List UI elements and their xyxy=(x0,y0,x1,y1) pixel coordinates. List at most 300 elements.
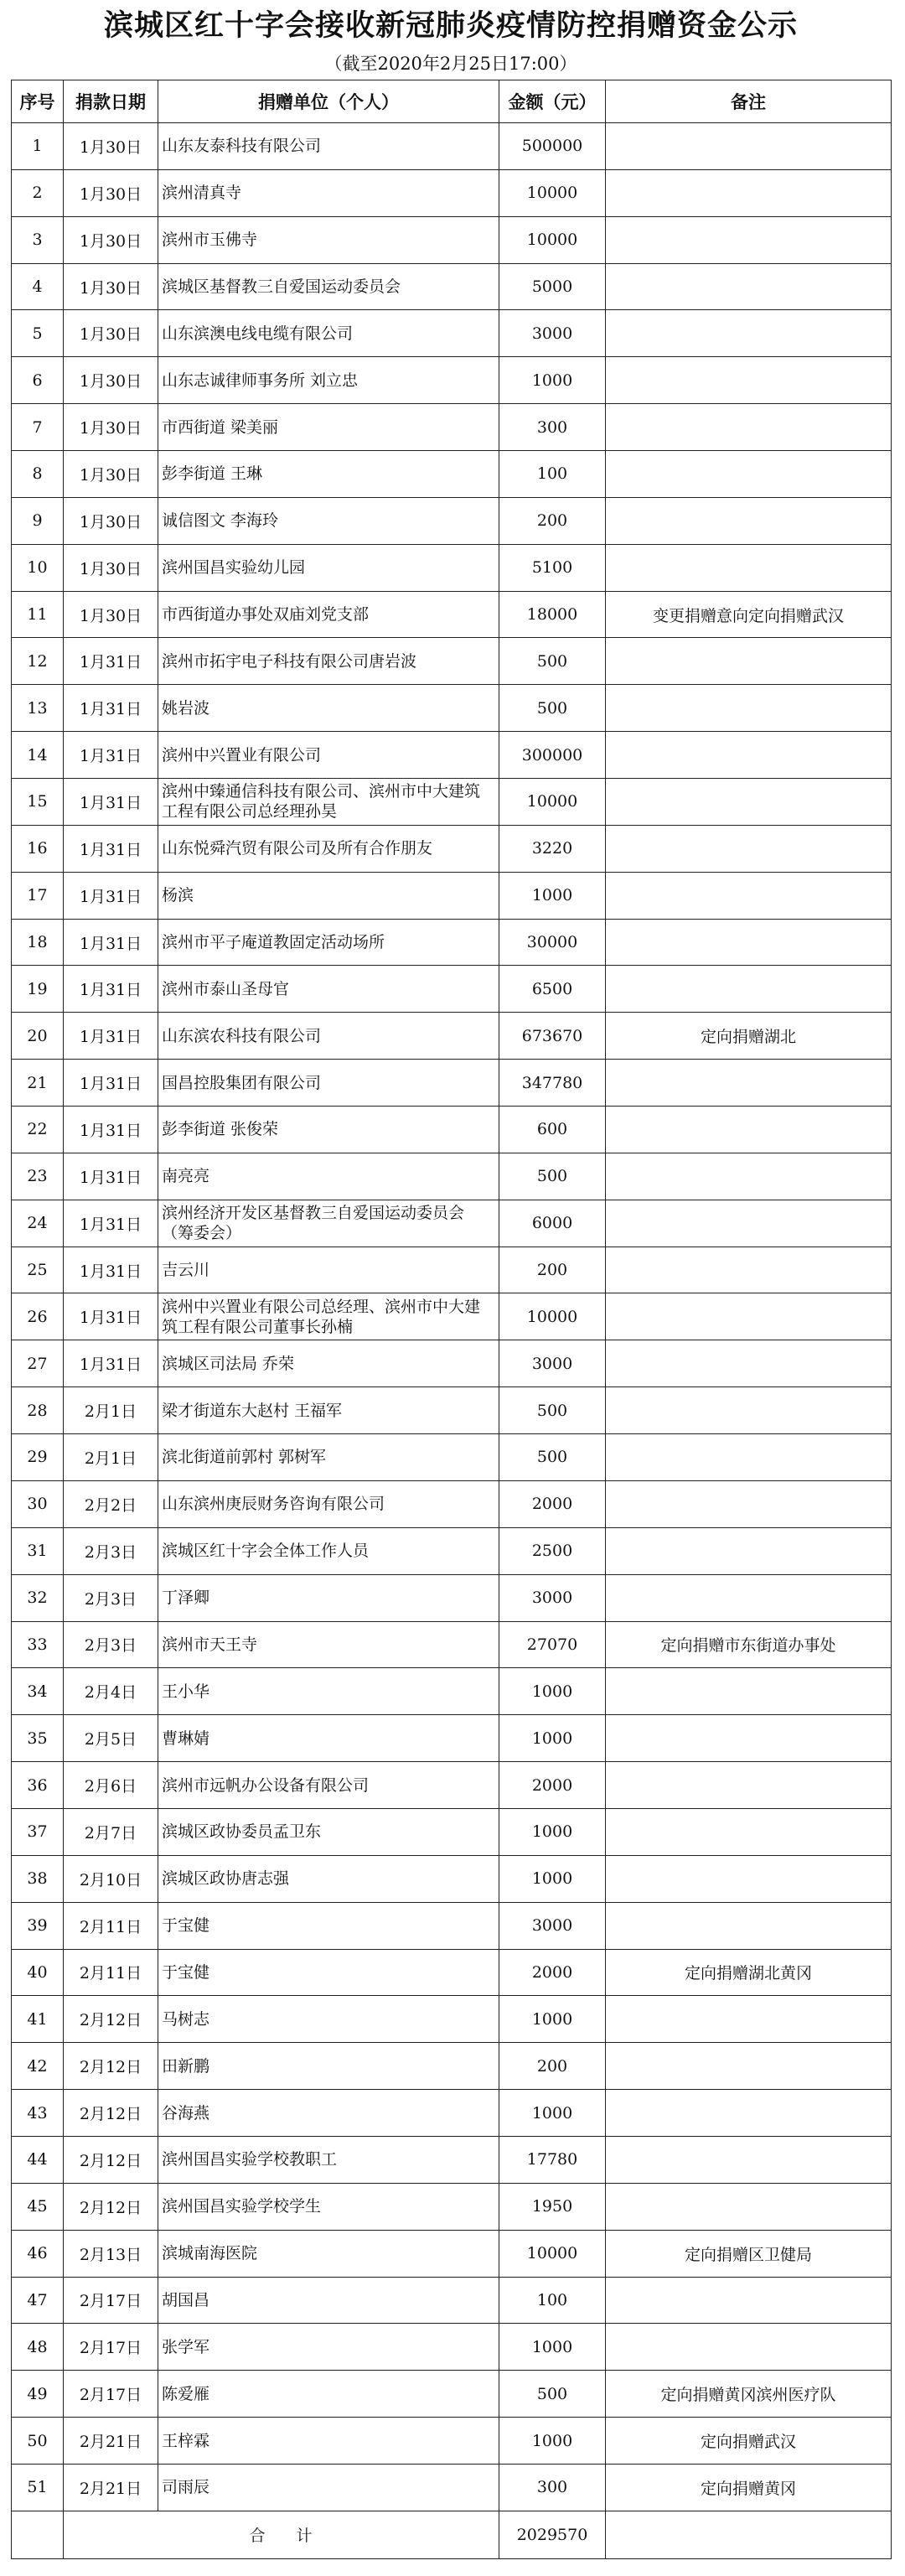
cell-amount: 3000 xyxy=(499,1340,606,1387)
cell-note: 变更捐赠意向定向捐赠武汉 xyxy=(606,591,892,638)
cell-no: 27 xyxy=(12,1340,64,1387)
cell-date: 1月30日 xyxy=(64,451,158,498)
cell-note: 定向捐赠市东街道办事处 xyxy=(606,1621,892,1668)
cell-no: 44 xyxy=(12,2136,64,2183)
cell-no: 8 xyxy=(12,451,64,498)
cell-no: 9 xyxy=(12,497,64,544)
cell-note xyxy=(606,1153,892,1200)
table-row xyxy=(12,1855,892,1902)
cell-note: 定向捐赠黄冈 xyxy=(606,2464,892,2511)
cell-date: 2月17日 xyxy=(64,2277,158,2324)
cell-amount: 500 xyxy=(499,1153,606,1200)
table-row xyxy=(12,310,892,357)
total-note-cell xyxy=(606,2511,892,2558)
cell-date: 1月31日 xyxy=(64,1293,158,1340)
cell-no: 45 xyxy=(12,2183,64,2230)
cell-date: 2月1日 xyxy=(64,1387,158,1434)
cell-note xyxy=(606,1107,892,1153)
table-row xyxy=(12,357,892,404)
cell-unit: 于宝健 xyxy=(158,1949,499,1996)
cell-unit: 滨城南海医院 xyxy=(158,2230,499,2277)
cell-amount: 10000 xyxy=(499,169,606,216)
table-row xyxy=(12,1153,892,1200)
table-row xyxy=(12,1107,892,1153)
cell-amount: 1000 xyxy=(499,1668,606,1715)
cell-date: 2月10日 xyxy=(64,1855,158,1902)
table-row xyxy=(12,1574,892,1621)
cell-date: 1月30日 xyxy=(64,404,158,451)
cell-no: 41 xyxy=(12,1996,64,2043)
cell-amount: 1000 xyxy=(499,1715,606,1762)
table-row xyxy=(12,1949,892,1996)
cell-unit: 山东滨澳电线电缆有限公司 xyxy=(158,310,499,357)
cell-amount: 1000 xyxy=(499,872,606,919)
cell-note: 定向捐赠区卫健局 xyxy=(606,2230,892,2277)
cell-no: 24 xyxy=(12,1200,64,1247)
cell-no: 43 xyxy=(12,2090,64,2137)
cell-unit: 田新鹏 xyxy=(158,2043,499,2090)
cell-date: 1月31日 xyxy=(64,1247,158,1293)
total-label-b: 计 xyxy=(296,2527,313,2546)
cell-note xyxy=(606,1715,892,1762)
cell-no: 37 xyxy=(12,1808,64,1855)
cell-unit: 滨州市泰山圣母官 xyxy=(158,966,499,1013)
table-row xyxy=(12,404,892,451)
cell-unit: 山东滨农科技有限公司 xyxy=(158,1013,499,1060)
cell-date: 2月21日 xyxy=(64,2418,158,2465)
cell-unit: 滨城区政协委员孟卫东 xyxy=(158,1808,499,1855)
cell-note xyxy=(606,357,892,404)
cell-date: 1月31日 xyxy=(64,1013,158,1060)
cell-date: 1月30日 xyxy=(64,591,158,638)
cell-amount: 1000 xyxy=(499,2418,606,2465)
cell-unit: 滨州中臻通信科技有限公司、滨州市中大建筑工程有限公司总经理孙昊 xyxy=(158,779,499,826)
cell-date: 1月31日 xyxy=(64,1340,158,1387)
table-row xyxy=(12,2183,892,2230)
table-row xyxy=(12,1434,892,1481)
cell-note xyxy=(606,966,892,1013)
cell-date: 1月31日 xyxy=(64,779,158,826)
cell-date: 1月30日 xyxy=(64,263,158,310)
cell-no: 51 xyxy=(12,2464,64,2511)
cell-no: 32 xyxy=(12,1574,64,1621)
cell-note xyxy=(606,2043,892,2090)
cell-note xyxy=(606,919,892,966)
cell-date: 2月12日 xyxy=(64,2136,158,2183)
table-row xyxy=(12,2043,892,2090)
cell-no: 1 xyxy=(12,123,64,170)
header-no: 序号 xyxy=(12,80,64,123)
cell-unit: 杨滨 xyxy=(158,872,499,919)
cell-amount: 1000 xyxy=(499,1808,606,1855)
cell-note xyxy=(606,779,892,826)
cell-amount: 10000 xyxy=(499,216,606,263)
cell-amount: 673670 xyxy=(499,1013,606,1060)
table-row xyxy=(12,1200,892,1247)
cell-no: 16 xyxy=(12,825,64,872)
table-row xyxy=(12,2230,892,2277)
table-row xyxy=(12,872,892,919)
cell-unit: 王梓霖 xyxy=(158,2418,499,2465)
cell-no: 7 xyxy=(12,404,64,451)
cell-amount: 100 xyxy=(499,451,606,498)
cell-no: 13 xyxy=(12,685,64,732)
cell-date: 2月12日 xyxy=(64,2043,158,2090)
cell-note xyxy=(606,872,892,919)
cell-unit: 彭李街道 王琳 xyxy=(158,451,499,498)
cell-no: 38 xyxy=(12,1855,64,1902)
cell-no: 15 xyxy=(12,779,64,826)
cell-amount: 6000 xyxy=(499,1200,606,1247)
cell-unit: 滨州市平子庵道教固定活动场所 xyxy=(158,919,499,966)
cell-unit: 滨州清真寺 xyxy=(158,169,499,216)
table-row xyxy=(12,1808,892,1855)
cell-note xyxy=(606,1340,892,1387)
cell-amount: 500 xyxy=(499,2371,606,2418)
cell-amount: 100 xyxy=(499,2277,606,2324)
cell-date: 1月30日 xyxy=(64,216,158,263)
table-row xyxy=(12,263,892,310)
cell-no: 10 xyxy=(12,544,64,591)
cell-unit: 山东志诚律师事务所 刘立忠 xyxy=(158,357,499,404)
cell-amount: 17780 xyxy=(499,2136,606,2183)
table-row xyxy=(12,1996,892,2043)
header-amount: 金额（元） xyxy=(499,80,606,123)
table-row xyxy=(12,919,892,966)
cell-amount: 200 xyxy=(499,497,606,544)
cell-date: 1月31日 xyxy=(64,825,158,872)
table-row xyxy=(12,1902,892,1949)
cell-note xyxy=(606,2183,892,2230)
cell-no: 33 xyxy=(12,1621,64,1668)
cell-unit: 市西街道办事处双庙刘党支部 xyxy=(158,591,499,638)
cell-no: 12 xyxy=(12,638,64,685)
table-row xyxy=(12,685,892,732)
cell-date: 1月31日 xyxy=(64,1060,158,1107)
cell-amount: 3220 xyxy=(499,825,606,872)
cell-amount: 10000 xyxy=(499,1293,606,1340)
cell-unit: 滨州国昌实验学校学生 xyxy=(158,2183,499,2230)
cell-no: 49 xyxy=(12,2371,64,2418)
table-row xyxy=(12,1527,892,1574)
table-row xyxy=(12,966,892,1013)
cell-note xyxy=(606,544,892,591)
cell-unit: 滨州中兴置业有限公司总经理、滨州市中大建筑工程有限公司董事长孙楠 xyxy=(158,1293,499,1340)
table-row xyxy=(12,591,892,638)
cell-no: 20 xyxy=(12,1013,64,1060)
cell-no: 28 xyxy=(12,1387,64,1434)
cell-date: 1月31日 xyxy=(64,732,158,779)
cell-no: 40 xyxy=(12,1949,64,1996)
cell-note xyxy=(606,1996,892,2043)
cell-amount: 3000 xyxy=(499,1902,606,1949)
cell-unit: 曹琳婧 xyxy=(158,1715,499,1762)
header-unit: 捐赠单位（个人） xyxy=(158,80,499,123)
cell-date: 2月7日 xyxy=(64,1808,158,1855)
cell-unit: 国昌控股集团有限公司 xyxy=(158,1060,499,1107)
table-row xyxy=(12,2464,892,2511)
cell-amount: 300000 xyxy=(499,732,606,779)
cell-date: 2月12日 xyxy=(64,1996,158,2043)
cell-date: 2月17日 xyxy=(64,2371,158,2418)
cell-amount: 10000 xyxy=(499,2230,606,2277)
cell-date: 2月13日 xyxy=(64,2230,158,2277)
cell-note xyxy=(606,404,892,451)
page-subtitle: （截至2020年2月25日17:00） xyxy=(324,54,577,74)
cell-date: 2月12日 xyxy=(64,2090,158,2137)
cell-unit: 彭李街道 张俊荣 xyxy=(158,1107,499,1153)
cell-date: 2月12日 xyxy=(64,2183,158,2230)
cell-unit: 滨城区红十字会全体工作人员 xyxy=(158,1527,499,1574)
cell-note xyxy=(606,451,892,498)
cell-no: 23 xyxy=(12,1153,64,1200)
table-row xyxy=(12,123,892,170)
cell-note xyxy=(606,1574,892,1621)
cell-note xyxy=(606,169,892,216)
cell-date: 1月30日 xyxy=(64,357,158,404)
cell-note xyxy=(606,638,892,685)
cell-note: 定向捐赠湖北 xyxy=(606,1013,892,1060)
cell-amount: 500 xyxy=(499,1387,606,1434)
cell-amount: 1000 xyxy=(499,2090,606,2137)
cell-no: 35 xyxy=(12,1715,64,1762)
cell-no: 50 xyxy=(12,2418,64,2465)
table-row xyxy=(12,169,892,216)
cell-note xyxy=(606,1387,892,1434)
cell-no: 19 xyxy=(12,966,64,1013)
cell-unit: 市西街道 梁美丽 xyxy=(158,404,499,451)
cell-no: 6 xyxy=(12,357,64,404)
cell-note xyxy=(606,1527,892,1574)
cell-amount: 347780 xyxy=(499,1060,606,1107)
cell-note: 定向捐赠黄冈滨州医疗队 xyxy=(606,2371,892,2418)
header-note: 备注 xyxy=(606,80,892,123)
table-row xyxy=(12,1387,892,1434)
total-empty-cell xyxy=(12,2511,64,2558)
cell-no: 34 xyxy=(12,1668,64,1715)
cell-note xyxy=(606,1293,892,1340)
cell-note xyxy=(606,2277,892,2324)
cell-unit: 滨城区政协唐志强 xyxy=(158,1855,499,1902)
cell-no: 30 xyxy=(12,1480,64,1527)
cell-unit: 滨州国昌实验幼儿园 xyxy=(158,544,499,591)
cell-date: 2月11日 xyxy=(64,1949,158,1996)
cell-unit: 滨城区司法局 乔荣 xyxy=(158,1340,499,1387)
cell-date: 2月6日 xyxy=(64,1762,158,1809)
table-row xyxy=(12,2371,892,2418)
table-row xyxy=(12,216,892,263)
cell-no: 11 xyxy=(12,591,64,638)
cell-date: 2月3日 xyxy=(64,1574,158,1621)
cell-unit: 滨北街道前郭村 郭树军 xyxy=(158,1434,499,1481)
table-row xyxy=(12,732,892,779)
cell-unit: 滨州经济开发区基督教三自爱国运动委员会（筹委会） xyxy=(158,1200,499,1247)
table-row xyxy=(12,1668,892,1715)
table-row xyxy=(12,2136,892,2183)
cell-date: 1月30日 xyxy=(64,497,158,544)
cell-amount: 5000 xyxy=(499,263,606,310)
table-row xyxy=(12,1762,892,1809)
cell-note: 定向捐赠湖北黄冈 xyxy=(606,1949,892,1996)
table-row xyxy=(12,1340,892,1387)
cell-date: 1月31日 xyxy=(64,685,158,732)
table-header-row xyxy=(12,80,892,123)
donation-notice xyxy=(11,3,891,2559)
cell-unit: 梁才街道东大赵村 王福军 xyxy=(158,1387,499,1434)
cell-date: 2月17日 xyxy=(64,2324,158,2371)
table-row xyxy=(12,451,892,498)
cell-no: 14 xyxy=(12,732,64,779)
table-row xyxy=(12,1013,892,1060)
cell-no: 25 xyxy=(12,1247,64,1293)
table-row xyxy=(12,1480,892,1527)
table-row xyxy=(12,497,892,544)
cell-date: 1月31日 xyxy=(64,1153,158,1200)
table-row xyxy=(12,2090,892,2137)
cell-unit: 南亮亮 xyxy=(158,1153,499,1200)
cell-date: 2月1日 xyxy=(64,1434,158,1481)
table-row xyxy=(12,1293,892,1340)
table-row xyxy=(12,779,892,826)
cell-date: 2月11日 xyxy=(64,1902,158,1949)
cell-amount: 1000 xyxy=(499,1855,606,1902)
cell-no: 39 xyxy=(12,1902,64,1949)
cell-unit: 司雨辰 xyxy=(158,2464,499,2511)
cell-no: 21 xyxy=(12,1060,64,1107)
cell-no: 3 xyxy=(12,216,64,263)
cell-no: 36 xyxy=(12,1762,64,1809)
cell-unit: 山东悦舜汽贸有限公司及所有合作朋友 xyxy=(158,825,499,872)
cell-unit: 滨州市玉佛寺 xyxy=(158,216,499,263)
cell-note xyxy=(606,825,892,872)
cell-amount: 1000 xyxy=(499,1996,606,2043)
cell-date: 1月30日 xyxy=(64,544,158,591)
cell-no: 2 xyxy=(12,169,64,216)
cell-no: 26 xyxy=(12,1293,64,1340)
cell-no: 48 xyxy=(12,2324,64,2371)
total-label xyxy=(64,2511,499,2558)
cell-note xyxy=(606,2090,892,2137)
cell-note xyxy=(606,1668,892,1715)
cell-note xyxy=(606,1247,892,1293)
cell-amount: 2500 xyxy=(499,1527,606,1574)
cell-amount: 200 xyxy=(499,1247,606,1293)
table-row xyxy=(12,1060,892,1107)
cell-note xyxy=(606,2324,892,2371)
cell-unit: 姚岩波 xyxy=(158,685,499,732)
cell-amount: 1000 xyxy=(499,357,606,404)
cell-note: 定向捐赠武汉 xyxy=(606,2418,892,2465)
cell-amount: 500000 xyxy=(499,123,606,170)
header-date: 捐款日期 xyxy=(64,80,158,123)
total-label-a: 合 xyxy=(249,2527,266,2546)
table-row xyxy=(12,1621,892,1668)
cell-note xyxy=(606,1808,892,1855)
cell-unit: 马树志 xyxy=(158,1996,499,2043)
cell-amount: 500 xyxy=(499,685,606,732)
table-row xyxy=(12,544,892,591)
cell-amount: 3000 xyxy=(499,1574,606,1621)
table-row xyxy=(12,2418,892,2465)
cell-unit: 吉云川 xyxy=(158,1247,499,1293)
cell-note xyxy=(606,497,892,544)
cell-date: 2月4日 xyxy=(64,1668,158,1715)
cell-note xyxy=(606,1480,892,1527)
cell-no: 18 xyxy=(12,919,64,966)
cell-amount: 500 xyxy=(499,638,606,685)
cell-unit: 山东滨州庚辰财务咨询有限公司 xyxy=(158,1480,499,1527)
cell-amount: 10000 xyxy=(499,779,606,826)
cell-no: 31 xyxy=(12,1527,64,1574)
table-row xyxy=(12,638,892,685)
cell-amount: 600 xyxy=(499,1107,606,1153)
cell-amount: 2000 xyxy=(499,1480,606,1527)
cell-date: 2月3日 xyxy=(64,1621,158,1668)
cell-note xyxy=(606,263,892,310)
cell-note xyxy=(606,310,892,357)
cell-unit: 滨州市拓宇电子科技有限公司唐岩波 xyxy=(158,638,499,685)
cell-amount: 3000 xyxy=(499,310,606,357)
cell-date: 1月30日 xyxy=(64,169,158,216)
cell-amount: 300 xyxy=(499,404,606,451)
cell-unit: 滨州市天王寺 xyxy=(158,1621,499,1668)
table-row xyxy=(12,1247,892,1293)
cell-amount: 2000 xyxy=(499,1762,606,1809)
cell-unit: 滨州国昌实验学校教职工 xyxy=(158,2136,499,2183)
table-row xyxy=(12,2277,892,2324)
total-amount: 2029570 xyxy=(499,2511,606,2558)
table-row xyxy=(12,1715,892,1762)
cell-amount: 200 xyxy=(499,2043,606,2090)
cell-note xyxy=(606,1902,892,1949)
cell-note xyxy=(606,216,892,263)
cell-unit: 滨城区基督教三自爱国运动委员会 xyxy=(158,263,499,310)
cell-note xyxy=(606,123,892,170)
cell-date: 1月31日 xyxy=(64,872,158,919)
cell-amount: 2000 xyxy=(499,1949,606,1996)
cell-no: 17 xyxy=(12,872,64,919)
cell-note xyxy=(606,732,892,779)
cell-note xyxy=(606,1060,892,1107)
table-row xyxy=(12,2324,892,2371)
cell-no: 42 xyxy=(12,2043,64,2090)
cell-no: 46 xyxy=(12,2230,64,2277)
cell-unit: 胡国昌 xyxy=(158,2277,499,2324)
cell-note xyxy=(606,685,892,732)
donation-table xyxy=(11,80,892,2559)
cell-date: 1月31日 xyxy=(64,1200,158,1247)
cell-date: 1月31日 xyxy=(64,638,158,685)
total-row xyxy=(12,2511,892,2558)
cell-unit: 山东友泰科技有限公司 xyxy=(158,123,499,170)
cell-date: 2月2日 xyxy=(64,1480,158,1527)
cell-note xyxy=(606,1762,892,1809)
cell-no: 29 xyxy=(12,1434,64,1481)
cell-date: 1月31日 xyxy=(64,919,158,966)
cell-unit: 于宝健 xyxy=(158,1902,499,1949)
cell-unit: 诚信图文 李海玲 xyxy=(158,497,499,544)
cell-unit: 丁泽卿 xyxy=(158,1574,499,1621)
cell-amount: 30000 xyxy=(499,919,606,966)
table-row xyxy=(12,825,892,872)
cell-unit: 滨州市远帆办公设备有限公司 xyxy=(158,1762,499,1809)
cell-amount: 6500 xyxy=(499,966,606,1013)
cell-amount: 5100 xyxy=(499,544,606,591)
page-title: 滨城区红十字会接收新冠肺炎疫情防控捐赠资金公示 xyxy=(103,8,798,43)
cell-amount: 27070 xyxy=(499,1621,606,1668)
cell-date: 1月31日 xyxy=(64,966,158,1013)
cell-amount: 1000 xyxy=(499,2324,606,2371)
